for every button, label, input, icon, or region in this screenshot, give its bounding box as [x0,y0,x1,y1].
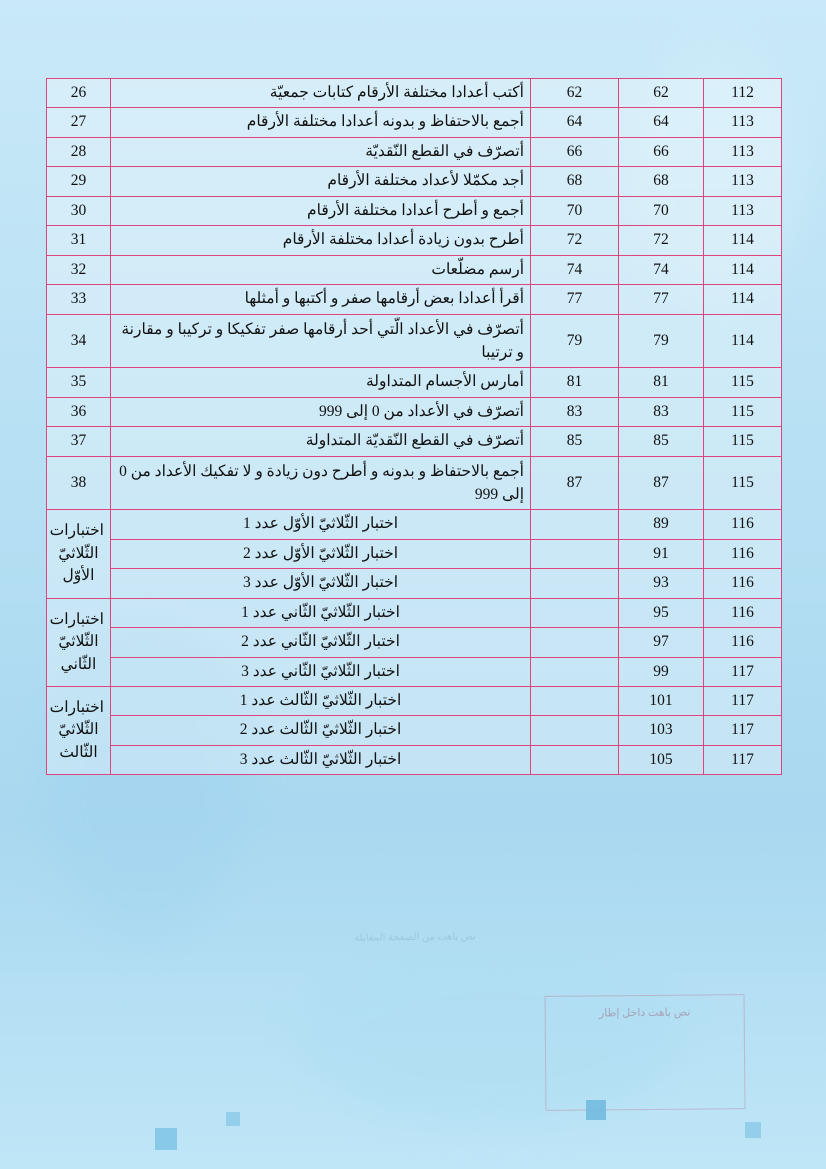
lesson-index: 33 [47,285,111,314]
exam-group-label-line: اختبارات [49,522,104,540]
table-row [47,716,782,745]
table-row [47,686,782,715]
table-row [47,285,782,314]
lesson-title: أرسم مضلّعات [111,255,531,284]
page-number-col2: 89 [619,510,704,539]
ghost-text-left: نص باهت من الصفحة المقابلة [354,931,476,944]
exam-group-label-line: الثّاني [60,655,97,673]
exam-title: اختبار الثّلاثيّ الثّالث عدد 1 [111,686,531,715]
page-number-col1: 114 [704,314,782,368]
page-number-col3: 64 [531,108,619,137]
lesson-title: أتصرّف في الأعداد الّتي أحد أرقامها صفر تفكيكا و تركيبا و مقارنة و ترتيبا [111,314,531,368]
page-number-col2: 93 [619,569,704,598]
page-number-col2: 99 [619,657,704,686]
table-row [47,397,782,426]
page-number-col3-empty [531,657,619,686]
table-row [47,745,782,774]
lesson-index: 34 [47,314,111,368]
page-number-col3: 87 [531,456,619,510]
page-number-col3-empty [531,686,619,715]
page-number-col2: 72 [619,226,704,255]
exam-title: اختبار الثّلاثيّ الأوّل عدد 3 [111,569,531,598]
lesson-index: 26 [47,79,111,108]
exam-group-label [47,598,111,686]
page-number-col1: 112 [704,79,782,108]
lesson-title: أتصرّف في القطع النّقديّة [111,137,531,166]
exam-title: اختبار الثّلاثيّ الثّالث عدد 2 [111,716,531,745]
table-row [47,226,782,255]
page-number-col3: 85 [531,427,619,456]
page-number-col1: 117 [704,745,782,774]
table-row [47,427,782,456]
page-number-col1: 115 [704,397,782,426]
page-number-col2: 97 [619,628,704,657]
scan-blotch [300,949,680,1129]
exam-title: اختبار الثّلاثيّ الثّاني عدد 1 [111,598,531,627]
page-number-col1: 116 [704,510,782,539]
lesson-index: 35 [47,368,111,397]
page-number-col2: 70 [619,196,704,225]
page-number-col1: 114 [704,226,782,255]
page-number-col1: 114 [704,285,782,314]
page-number-col1: 115 [704,456,782,510]
exam-group-label-line: اختبارات [49,698,104,716]
page-number-col3: 72 [531,226,619,255]
lesson-title: أجمع و أطرح أعدادا مختلفة الأرقام [111,196,531,225]
table-row [47,108,782,137]
exam-group-label-line: الأوّل [62,567,95,585]
page-number-col3-empty [531,598,619,627]
lesson-title: أقرأ أعدادا بعض أرقامها صفر و أكتبها و أمثلها [111,285,531,314]
page-number-col2: 95 [619,598,704,627]
page-number-col1: 116 [704,539,782,568]
lesson-title: أجمع بالاحتفاظ و بدونه و أطرح دون زيادة و لا تفكيك الأعداد من 0 إلى 999 [111,456,531,510]
page-number-col3: 79 [531,314,619,368]
page-number-col2: 79 [619,314,704,368]
page-number-col1: 115 [704,427,782,456]
lesson-index: 38 [47,456,111,510]
decorative-square [226,1112,240,1126]
page-number-col3: 66 [531,137,619,166]
page-number-col2: 81 [619,368,704,397]
page-number-col3-empty [531,510,619,539]
page-number-col3: 74 [531,255,619,284]
page-number-col2: 66 [619,137,704,166]
page-number-col3: 62 [531,79,619,108]
toc-table [46,78,782,775]
table-row [47,569,782,598]
exam-group-label [47,510,111,598]
lesson-index: 27 [47,108,111,137]
page-number-col2: 64 [619,108,704,137]
table-row [47,368,782,397]
lesson-index: 36 [47,397,111,426]
page-number-col3-empty [531,745,619,774]
page-number-col2: 83 [619,397,704,426]
page-number-col3-empty [531,628,619,657]
table-row [47,137,782,166]
exam-group-label-line: اختبارات [49,610,104,628]
lesson-index: 29 [47,167,111,196]
page-number-col3: 81 [531,368,619,397]
page-number-col2: 101 [619,686,704,715]
page-number-col1: 116 [704,628,782,657]
exam-title: اختبار الثّلاثيّ الثّاني عدد 3 [111,657,531,686]
exam-group-label-line: الثّالث [59,743,98,761]
page-number-col2: 91 [619,539,704,568]
page-number-col1: 117 [704,716,782,745]
page-number-col2: 103 [619,716,704,745]
exam-group-label-line: الثّلاثيّ [58,633,99,651]
exam-title: اختبار الثّلاثيّ الأوّل عدد 1 [111,510,531,539]
page-number-col3: 77 [531,285,619,314]
page-number-col3-empty [531,716,619,745]
table-row [47,657,782,686]
ghost-text-box: نص باهت داخل إطار [545,994,746,1111]
lesson-index: 30 [47,196,111,225]
page-number-col3: 70 [531,196,619,225]
lesson-index: 37 [47,427,111,456]
table-row [47,628,782,657]
page-number-col3: 83 [531,397,619,426]
exam-group-label-line: الثّلاثيّ [58,544,99,562]
page-number-col1: 117 [704,686,782,715]
exam-title: اختبار الثّلاثيّ الثّاني عدد 2 [111,628,531,657]
decorative-square [586,1100,606,1120]
lesson-title: أمارس الأجسام المتداولة [111,368,531,397]
lesson-index: 28 [47,137,111,166]
lesson-title: أجمع بالاحتفاظ و بدونه أعدادا مختلفة الأرقام [111,108,531,137]
page-number-col3-empty [531,539,619,568]
table-row [47,79,782,108]
exam-title: اختبار الثّلاثيّ الثّالث عدد 3 [111,745,531,774]
decorative-square [745,1122,761,1138]
page-number-col2: 62 [619,79,704,108]
table-row [47,255,782,284]
table-row [47,314,782,368]
lesson-title: أجد مكمّلا لأعداد مختلفة الأرقام [111,167,531,196]
exam-group-label-line: الثّلاثيّ [58,721,99,739]
table-row [47,539,782,568]
page-number-col1: 113 [704,108,782,137]
page-number-col1: 115 [704,368,782,397]
lesson-title: أتصرّف في القطع النّقديّة المتداولة [111,427,531,456]
page-number-col1: 114 [704,255,782,284]
exam-group-label [47,686,111,774]
table-row [47,196,782,225]
page-number-col1: 113 [704,137,782,166]
lesson-index: 31 [47,226,111,255]
page-number-col1: 113 [704,167,782,196]
page-number-col2: 68 [619,167,704,196]
page-number-col1: 117 [704,657,782,686]
page-number-col1: 116 [704,598,782,627]
page-number-col2: 87 [619,456,704,510]
page-number-col2: 105 [619,745,704,774]
table-row [47,167,782,196]
table-row [47,456,782,510]
page-number-col3: 68 [531,167,619,196]
lesson-title: أطرح بدون زيادة أعدادا مختلفة الأرقام [111,226,531,255]
lesson-title: أكتب أعدادا مختلفة الأرقام كتابات جمعيّة [111,79,531,108]
table-row [47,510,782,539]
page-number-col3-empty [531,569,619,598]
page-number-col2: 77 [619,285,704,314]
lesson-title: أتصرّف في الأعداد من 0 إلى 999 [111,397,531,426]
decorative-square [155,1128,177,1150]
page-number-col2: 74 [619,255,704,284]
page-number-col1: 116 [704,569,782,598]
page-number-col2: 85 [619,427,704,456]
page-number-col1: 113 [704,196,782,225]
lesson-index: 32 [47,255,111,284]
table-of-contents-sheet [47,78,782,775]
exam-title: اختبار الثّلاثيّ الأوّل عدد 2 [111,539,531,568]
table-row [47,598,782,627]
